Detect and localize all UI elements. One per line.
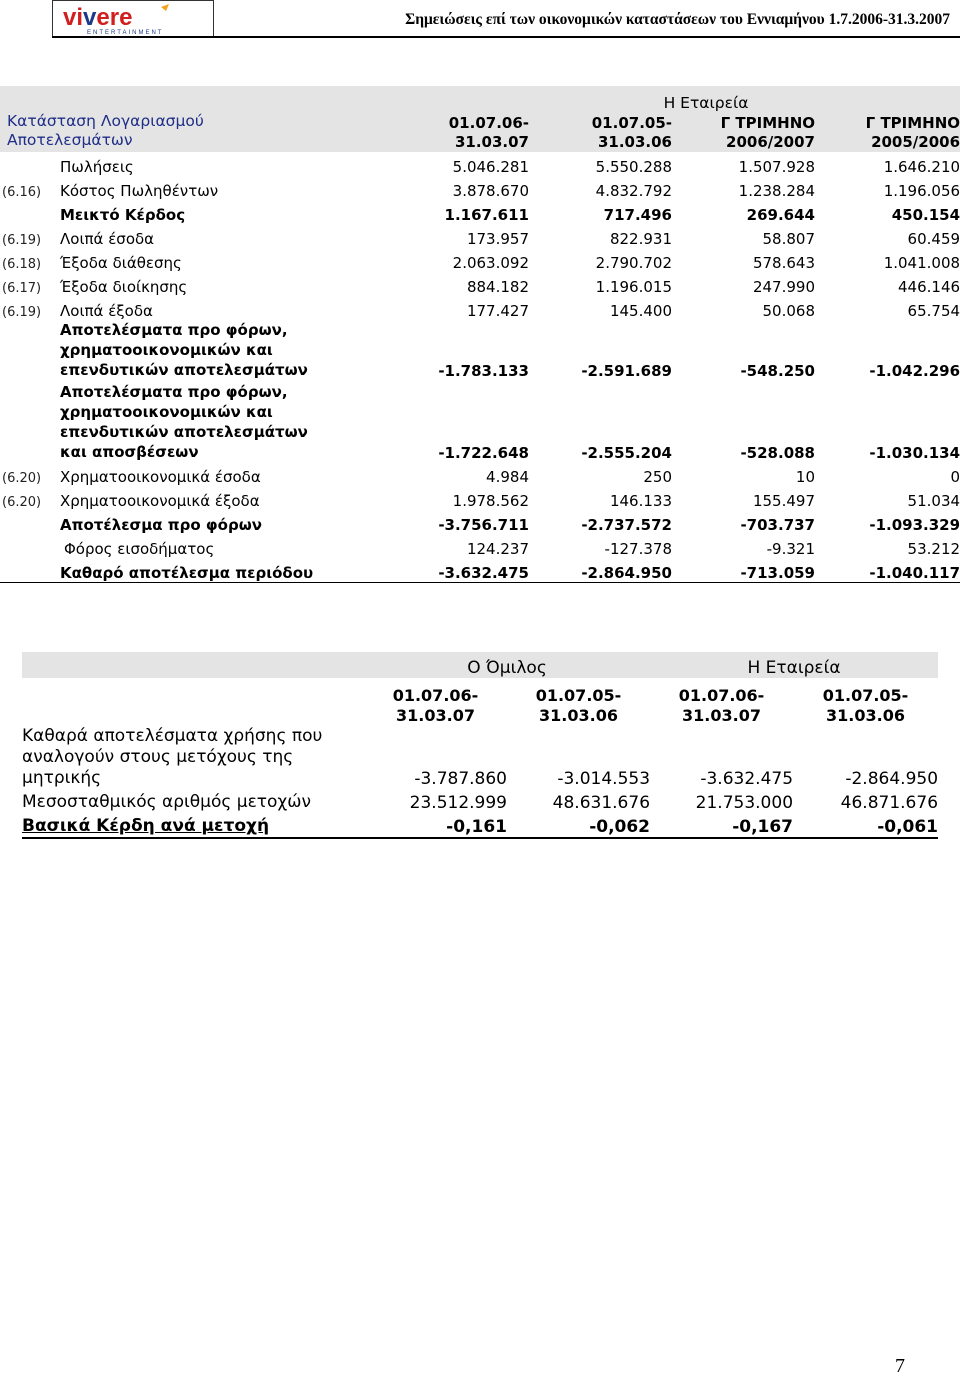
page-header xyxy=(0,0,960,40)
table-row xyxy=(0,200,960,224)
cell-value: -0,061 xyxy=(793,813,938,838)
note-ref xyxy=(0,320,58,380)
cell-value: -2.555.204 xyxy=(581,444,672,462)
cell-value: 51.034 xyxy=(907,492,960,510)
table-row xyxy=(0,558,960,583)
cell-value: 58.807 xyxy=(762,230,815,248)
table-row xyxy=(0,486,960,510)
cell-value: 50.068 xyxy=(762,302,815,320)
cell-value: 21.753.000 xyxy=(695,793,794,813)
cell-value: -2.737.572 xyxy=(581,516,672,534)
row-label: Λοιπά έσοδα xyxy=(60,230,155,248)
cell-value: -1.722.648 xyxy=(438,444,529,462)
document-title: Σημειώσεις επί των οικονομικών καταστάσεων του Εννιαμήνου 1.7.2006-31.3.2007 xyxy=(405,11,950,28)
row-label: Αποτέλεσμα προ φόρων xyxy=(60,516,262,534)
cell-value: -0,167 xyxy=(650,813,793,838)
row-label: Χρηματοοικονομικά έξοδα xyxy=(60,492,260,510)
cell-value: 1.507.928 xyxy=(738,158,815,176)
cell-value: 250 xyxy=(643,468,672,486)
column-header: 01.07.06- 31.03.07 xyxy=(392,112,529,152)
note-ref xyxy=(0,534,58,558)
column-header: 01.07.06- 31.03.07 xyxy=(392,686,479,725)
column-header: 01.07.05- 31.03.06 xyxy=(535,686,622,725)
table-row xyxy=(0,296,960,320)
cell-value: 1.196.015 xyxy=(595,278,672,296)
row-label: Μεικτό Κέρδος xyxy=(60,206,186,224)
page-number: 7 xyxy=(895,1355,905,1377)
cell-value: 60.459 xyxy=(907,230,960,248)
table-row xyxy=(0,510,960,534)
cell-value: 124.237 xyxy=(466,540,529,558)
group-label: Ο Όμιλος xyxy=(364,652,650,678)
cell-value: 1.238.284 xyxy=(738,182,815,200)
group-header-row xyxy=(22,652,938,678)
row-label: Κόστος Πωληθέντων xyxy=(60,182,219,200)
cell-value: 2.063.092 xyxy=(452,254,529,272)
cell-value: -2.864.950 xyxy=(845,769,939,789)
note-ref: (6.17) xyxy=(2,281,42,296)
cell-value: -528.088 xyxy=(740,444,815,462)
cell-value: -0,062 xyxy=(507,813,650,838)
cell-value: 53.212 xyxy=(907,540,960,558)
cell-value: -0,161 xyxy=(364,813,507,838)
cell-value: -1.783.133 xyxy=(438,362,529,380)
cell-value: -3.787.860 xyxy=(414,769,507,789)
cell-value: 1.646.210 xyxy=(883,158,960,176)
table-row xyxy=(22,726,938,789)
column-header-row xyxy=(0,112,960,152)
row-label: Αποτελέσματα προ φόρων, χρηματοοικονομικών και επενδυτικών αποτελεσμάτων και αποσβέσεων xyxy=(60,383,308,461)
note-ref: (6.20) xyxy=(2,495,42,510)
table-row xyxy=(0,152,960,176)
column-header: Γ ΤΡΙΜΗΝΟ 2006/2007 xyxy=(672,112,815,152)
earnings-per-share-table xyxy=(22,652,938,839)
row-label: Λοιπά έξοδα xyxy=(60,302,153,320)
row-label: Έξοδα διοίκησης xyxy=(60,278,188,296)
cell-value: 446.146 xyxy=(898,278,960,296)
company-label: Η Εταιρεία xyxy=(650,652,938,678)
cell-value: 177.427 xyxy=(466,302,529,320)
note-ref: (6.19) xyxy=(2,305,42,320)
cell-value: -1.093.329 xyxy=(869,516,960,534)
cell-value: 4.984 xyxy=(486,468,529,486)
cell-value: 48.631.676 xyxy=(552,793,651,813)
column-header: Γ ΤΡΙΜΗΝΟ 2005/2006 xyxy=(815,112,960,152)
row-label: Αποτελέσματα προ φόρων, χρηματοοικονομικών και επενδυτικών αποτελεσμάτων xyxy=(60,321,308,379)
cell-value: -9.321 xyxy=(766,540,815,558)
cell-value: -713.059 xyxy=(672,558,815,583)
note-ref xyxy=(0,152,58,176)
table-row xyxy=(0,462,960,486)
cell-value: 269.644 xyxy=(746,206,815,224)
row-label: Πωλήσεις xyxy=(60,158,134,176)
cell-value: -3.756.711 xyxy=(438,516,529,534)
logo-wordmark: vivere xyxy=(63,4,133,31)
table-row xyxy=(0,380,960,462)
cell-value: -1.030.134 xyxy=(869,444,960,462)
cell-value: 884.182 xyxy=(466,278,529,296)
table-row xyxy=(0,534,960,558)
cell-value: -127.378 xyxy=(604,540,672,558)
cell-value: 155.497 xyxy=(752,492,815,510)
cell-value: 65.754 xyxy=(907,302,960,320)
header-rule xyxy=(52,36,960,38)
note-ref xyxy=(0,380,58,462)
row-label: Βασικά Κέρδη ανά μετοχή xyxy=(22,813,364,838)
note-ref xyxy=(0,200,58,224)
note-ref xyxy=(0,558,58,583)
cell-value: -2.864.950 xyxy=(529,558,672,583)
cell-value: -703.737 xyxy=(740,516,815,534)
row-label: Καθαρό αποτέλεσμα περιόδου xyxy=(58,558,392,583)
company-header-row xyxy=(0,86,960,112)
cell-value: 717.496 xyxy=(603,206,672,224)
row-label: Έξοδα διάθεσης xyxy=(60,254,182,272)
note-ref: (6.18) xyxy=(2,257,42,272)
cell-value: -548.250 xyxy=(740,362,815,380)
cell-value: -2.591.689 xyxy=(581,362,672,380)
cell-value: 5.046.281 xyxy=(452,158,529,176)
cell-value: 146.133 xyxy=(609,492,672,510)
statement-title: Κατάσταση Λογαριασμού Αποτελεσμάτων xyxy=(0,112,392,152)
logo-subtitle: ENTERTAINMENT xyxy=(87,30,164,36)
cell-value: 4.832.792 xyxy=(595,182,672,200)
cell-value: 450.154 xyxy=(891,206,960,224)
cell-value: 173.957 xyxy=(466,230,529,248)
table-row xyxy=(0,224,960,248)
cell-value: 1.196.056 xyxy=(883,182,960,200)
cell-value: -3.632.475 xyxy=(700,769,794,789)
column-header: 01.07.05- 31.03.06 xyxy=(822,686,909,725)
cell-value: -1.042.296 xyxy=(869,362,960,380)
cell-value: 0 xyxy=(950,468,960,486)
note-ref xyxy=(0,510,58,534)
cell-value: 247.990 xyxy=(752,278,815,296)
cell-value: 2.790.702 xyxy=(595,254,672,272)
income-statement-table xyxy=(0,86,960,583)
column-header: 01.07.06- 31.03.07 xyxy=(678,686,765,725)
table-row xyxy=(22,813,938,838)
cell-value: -3.632.475 xyxy=(392,558,529,583)
cell-value: 46.871.676 xyxy=(840,793,939,813)
cell-value: -1.040.117 xyxy=(815,558,960,583)
table-row xyxy=(0,272,960,296)
table-row xyxy=(0,320,960,380)
company-logo xyxy=(52,0,214,37)
cell-value: 578.643 xyxy=(752,254,815,272)
note-ref: (6.16) xyxy=(2,185,42,200)
cell-value: 23.512.999 xyxy=(409,793,507,813)
company-label: Η Εταιρεία xyxy=(392,86,960,112)
cell-value: 1.041.008 xyxy=(883,254,960,272)
row-label: Μεσοσταθμικός αριθμός μετοχών xyxy=(22,792,311,812)
column-header: 01.07.05- 31.03.06 xyxy=(529,112,672,152)
row-label: Καθαρά αποτελέσματα χρήσης που αναλογούν στους μετόχους της μητρικής xyxy=(22,726,323,788)
row-label: Φόρος εισοδήματος xyxy=(64,540,215,558)
cell-value: 1.978.562 xyxy=(452,492,529,510)
row-label: Χρηματοοικονομικά έσοδα xyxy=(60,468,261,486)
cell-value: 3.878.670 xyxy=(452,182,529,200)
cell-value: 1.167.611 xyxy=(444,206,529,224)
note-ref: (6.19) xyxy=(2,233,42,248)
cell-value: 822.931 xyxy=(609,230,672,248)
cell-value: 145.400 xyxy=(609,302,672,320)
table-row xyxy=(22,789,938,813)
cell-value: -3.014.553 xyxy=(557,769,651,789)
column-header-row xyxy=(22,678,938,726)
table-row xyxy=(0,176,960,200)
note-ref: (6.20) xyxy=(2,471,42,486)
table-row xyxy=(0,248,960,272)
cell-value: 10 xyxy=(795,468,815,486)
cell-value: 5.550.288 xyxy=(595,158,672,176)
